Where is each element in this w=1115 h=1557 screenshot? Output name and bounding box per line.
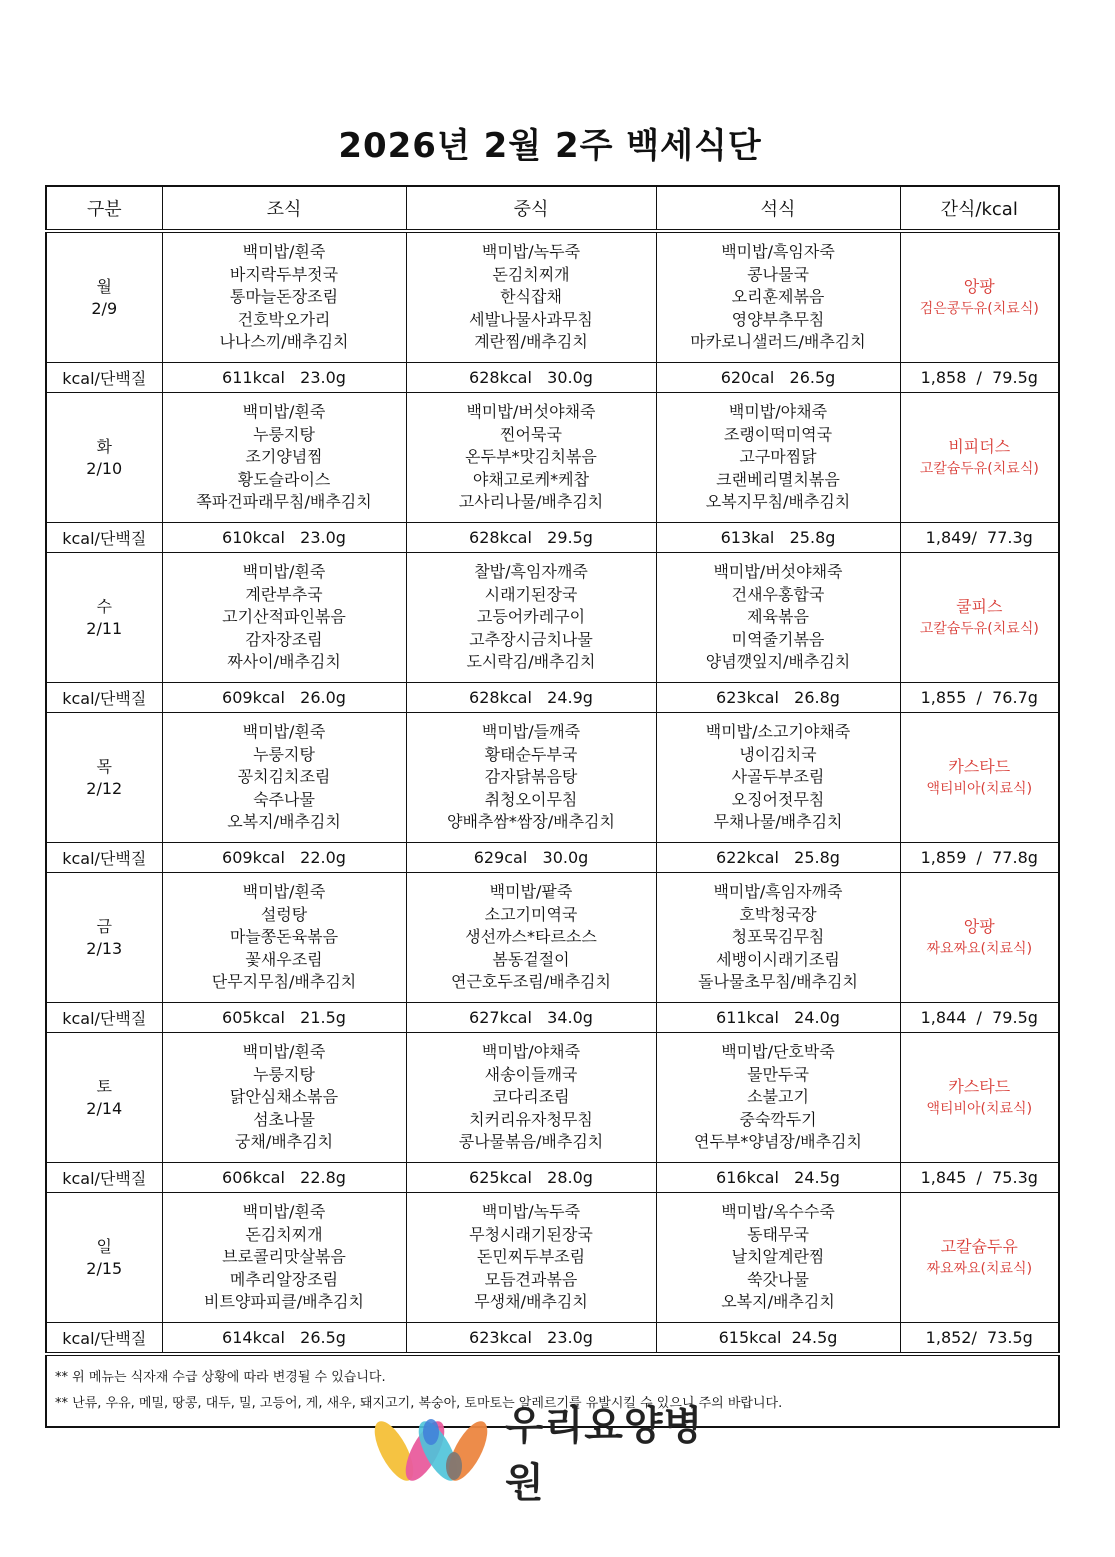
menu-item: 백미밥/야채죽: [481, 1042, 581, 1062]
menu-item: 백미밥/흰죽: [242, 402, 326, 422]
menu-item: 찰밥/흑임자깨죽: [474, 562, 588, 582]
menu-item: 통마늘돈장조림: [229, 287, 339, 307]
dinner-menu-cell: [656, 1193, 900, 1323]
nutrition-label: kcal/단백질: [46, 363, 162, 393]
menu-item: 호박청국장: [739, 904, 817, 924]
menu-item: 연근호두조림/배추김치: [451, 972, 611, 992]
logo-mark-icon: [370, 1418, 495, 1484]
snack-therapeutic: 짜요짜요(치료식): [926, 940, 1033, 957]
menu-item: 돈민찌두부조림: [476, 1247, 586, 1267]
menu-item: 돌나물초무침/배추김치: [698, 972, 858, 992]
menu-item: 브로콜리맛살볶음: [222, 1247, 346, 1267]
menu-item: 생선까스*타르소스: [465, 927, 597, 947]
menu-item: 감자장조림: [245, 629, 323, 649]
menu-item: 영양부추무침: [731, 309, 825, 329]
snack-main: 고칼슘두유: [940, 1236, 1018, 1256]
menu-item: 단무지무침/배추김치: [211, 972, 357, 992]
nutrition-row: [46, 523, 1059, 553]
date-label: 2/12: [86, 778, 123, 798]
nutrition-breakfast: 605kcal 21.5g: [162, 1003, 406, 1033]
breakfast-menu-cell: [162, 1193, 406, 1323]
lunch-menu-cell: [406, 713, 656, 843]
menu-item: 고사리나물/배추김치: [458, 492, 604, 512]
menu-item: 오복지/배추김치: [721, 1292, 835, 1312]
breakfast-menu-cell: [162, 713, 406, 843]
nutrition-dinner: 613kal 25.8g: [656, 523, 900, 553]
date-label: 2/15: [86, 1258, 123, 1278]
menu-item: 쪽파건파래무침/배추김치: [196, 492, 372, 512]
nutrition-lunch: 628kcal 30.0g: [406, 363, 656, 393]
menu-item: 한식잡채: [500, 287, 562, 307]
menu-item: 꽃새우조림: [245, 949, 323, 969]
menu-item: 백미밥/녹두죽: [481, 1202, 581, 1222]
snack-main: 비피더스: [948, 436, 1011, 456]
menu-item: 백미밥/들깨죽: [481, 722, 581, 742]
nutrition-breakfast: 611kcal 23.0g: [162, 363, 406, 393]
lunch-menu-cell: [406, 1033, 656, 1163]
menu-item: 치커리유자청무침: [469, 1109, 593, 1129]
date-label: 2/9: [91, 298, 118, 318]
menu-item: 온두부*맛김치볶음: [465, 447, 597, 467]
menu-item: 동태무국: [747, 1224, 809, 1244]
nutrition-total: 1,858 / 79.5g: [900, 363, 1059, 393]
menu-item: 백미밥/흰죽: [242, 722, 326, 742]
menu-item: 고추장시금치나물: [469, 629, 593, 649]
menu-item: 짜사이/배추김치: [227, 652, 341, 672]
menu-item: 백미밥/흰죽: [242, 882, 326, 902]
menu-item: 누룽지탕: [253, 744, 315, 764]
menu-row: [46, 713, 1059, 843]
menu-item: 백미밥/옥수수죽: [721, 1202, 835, 1222]
header-snack: 간식/kcal: [900, 186, 1059, 231]
header-breakfast: 조식: [162, 186, 406, 231]
note-supply-change: ** 위 메뉴는 식자재 수급 상황에 따라 변경될 수 있습니다.: [55, 1370, 386, 1385]
note-allergy: ** 난류, 우유, 메밀, 땅콩, 대두, 밀, 고등어, 게, 새우, 돼지고기, 복숭아, 토마토는 알레르기를 유발시킬 수 있으니 주의 바랍니다.: [55, 1396, 783, 1411]
day-cell: [46, 553, 162, 683]
nutrition-lunch: 625kcal 28.0g: [406, 1163, 656, 1193]
header-dinner: 석식: [656, 186, 900, 231]
hospital-logo: [370, 1403, 740, 1506]
nutrition-row: [46, 1003, 1059, 1033]
menu-item: 세뱅이시래기조림: [716, 949, 840, 969]
menu-item: 황태순두부국: [484, 744, 578, 764]
nutrition-breakfast: 614kcal 26.5g: [162, 1323, 406, 1355]
dinner-menu-cell: [656, 231, 900, 363]
snack-therapeutic: 고칼슘두유(치료식): [919, 620, 1039, 637]
snack-cell: [900, 553, 1059, 683]
menu-item: 사골두부조림: [731, 767, 825, 787]
menu-item: 비트양파피클/배추김치: [204, 1292, 364, 1312]
menu-item: 양배추쌈*쌈장/배추김치: [447, 812, 615, 832]
weekday-label: 토: [96, 1076, 112, 1096]
breakfast-menu-cell: [162, 393, 406, 523]
menu-item: 섬초나물: [253, 1109, 315, 1129]
menu-row: [46, 553, 1059, 683]
menu-item: 양념깻잎지/배추김치: [705, 652, 851, 672]
nutrition-row: [46, 1163, 1059, 1193]
lunch-menu-cell: [406, 1193, 656, 1323]
nutrition-total: 1,844 / 79.5g: [900, 1003, 1059, 1033]
snack-cell: [900, 713, 1059, 843]
date-label: 2/11: [86, 618, 123, 638]
date-label: 2/13: [86, 938, 123, 958]
menu-item: 시래기된장국: [484, 584, 578, 604]
menu-item: 연두부*양념장/배추김치: [694, 1132, 862, 1152]
menu-item: 무생채/배추김치: [474, 1292, 588, 1312]
table-header-row: [46, 186, 1059, 231]
menu-item: 세발나물사과무침: [469, 309, 593, 329]
menu-item: 소불고기: [747, 1087, 809, 1107]
menu-item: 백미밥/단호박죽: [721, 1042, 835, 1062]
menu-item: 소고기미역국: [484, 904, 578, 924]
nutrition-lunch: 627kcal 34.0g: [406, 1003, 656, 1033]
nutrition-breakfast: 609kcal 22.0g: [162, 843, 406, 873]
weekday-label: 수: [96, 596, 112, 616]
nutrition-breakfast: 610kcal 23.0g: [162, 523, 406, 553]
lunch-menu-cell: [406, 553, 656, 683]
snack-main: 앙팡: [963, 276, 995, 296]
lunch-menu-cell: [406, 873, 656, 1003]
menu-item: 백미밥/야채죽: [728, 402, 828, 422]
menu-item: 백미밥/팥죽: [489, 882, 573, 902]
menu-item: 계란찜/배추김치: [474, 332, 588, 352]
snack-main: 카스타드: [948, 756, 1011, 776]
menu-item: 오징어젓무침: [731, 789, 825, 809]
menu-item: 중숙깍두기: [739, 1109, 817, 1129]
menu-item: 건새우홍합국: [731, 584, 825, 604]
snack-main: 쿨피스: [956, 596, 1003, 616]
dinner-menu-cell: [656, 713, 900, 843]
weekday-label: 월: [96, 276, 112, 296]
nutrition-row: [46, 363, 1059, 393]
day-cell: [46, 873, 162, 1003]
weekday-label: 금: [96, 916, 112, 936]
dinner-menu-cell: [656, 873, 900, 1003]
nutrition-total: 1,855 / 76.7g: [900, 683, 1059, 713]
menu-row: [46, 1193, 1059, 1323]
menu-item: 돈김치찌개: [492, 264, 570, 284]
dinner-menu-cell: [656, 553, 900, 683]
menu-item: 백미밥/소고기야채죽: [705, 722, 851, 742]
nutrition-dinner: 615kcal 24.5g: [656, 1323, 900, 1355]
menu-row: [46, 393, 1059, 523]
menu-item: 백미밥/흑임자깨죽: [713, 882, 843, 902]
breakfast-menu-cell: [162, 231, 406, 363]
menu-item: 돈김치찌개: [245, 1224, 323, 1244]
snack-therapeutic: 고칼슘두유(치료식): [919, 460, 1039, 477]
nutrition-row: [46, 843, 1059, 873]
nutrition-label: kcal/단백질: [46, 523, 162, 553]
date-label: 2/14: [86, 1098, 123, 1118]
menu-table: [45, 185, 1060, 1428]
day-cell: [46, 393, 162, 523]
page-title: 2026년 2월 2주 백세식단: [338, 126, 762, 166]
menu-item: 조랭이떡미역국: [723, 424, 833, 444]
nutrition-dinner: 611kcal 24.0g: [656, 1003, 900, 1033]
nutrition-dinner: 623kcal 26.8g: [656, 683, 900, 713]
menu-item: 모듬견과볶음: [484, 1269, 578, 1289]
menu-body: [46, 231, 1059, 1354]
nutrition-lunch: 628kcal 29.5g: [406, 523, 656, 553]
menu-item: 조기양념찜: [245, 447, 323, 467]
menu-item: 누룽지탕: [253, 424, 315, 444]
menu-item: 냉이김치국: [739, 744, 817, 764]
menu-item: 야채고로케*케찹: [472, 469, 590, 489]
menu-item: 황도슬라이스: [237, 469, 331, 489]
menu-item: 코다리조림: [492, 1087, 570, 1107]
nutrition-lunch: 623kcal 23.0g: [406, 1323, 656, 1355]
menu-item: 무청시래기된장국: [469, 1224, 593, 1244]
dinner-menu-cell: [656, 393, 900, 523]
day-cell: [46, 231, 162, 363]
menu-item: 콩나물볶음/배추김치: [458, 1132, 604, 1152]
header-lunch: 중식: [406, 186, 656, 231]
menu-item: 새송이들깨국: [484, 1064, 578, 1084]
lunch-menu-cell: [406, 231, 656, 363]
menu-item: 도시락김/배추김치: [466, 652, 596, 672]
date-label: 2/10: [86, 458, 123, 478]
nutrition-total: 1,852/ 73.5g: [900, 1323, 1059, 1355]
menu-item: 백미밥/버섯야채죽: [466, 402, 596, 422]
menu-item: 쑥갓나물: [747, 1269, 809, 1289]
menu-item: 감자닭볶음탕: [484, 767, 578, 787]
menu-item: 콩나물국: [747, 264, 809, 284]
menu-row: [46, 1033, 1059, 1163]
weekday-label: 화: [96, 436, 112, 456]
breakfast-menu-cell: [162, 1033, 406, 1163]
menu-item: 찐어묵국: [500, 424, 562, 444]
breakfast-menu-cell: [162, 553, 406, 683]
menu-item: 백미밥/흰죽: [242, 562, 326, 582]
snack-therapeutic: 액티비아(치료식): [926, 780, 1033, 797]
menu-item: 마카로니샐러드/배추김치: [690, 332, 866, 352]
menu-item: 숙주나물: [253, 789, 315, 809]
nutrition-lunch: 629cal 30.0g: [406, 843, 656, 873]
snack-cell: [900, 1033, 1059, 1163]
nutrition-total: 1,845 / 75.3g: [900, 1163, 1059, 1193]
menu-item: 봄동겉절이: [492, 949, 570, 969]
menu-item: 고기산적파인볶음: [222, 607, 346, 627]
menu-item: 고구마찜닭: [739, 447, 817, 467]
menu-item: 꽁치김치조림: [237, 767, 331, 787]
nutrition-label: kcal/단백질: [46, 843, 162, 873]
nutrition-total: 1,859 / 77.8g: [900, 843, 1059, 873]
menu-item: 무채나물/배추김치: [713, 812, 843, 832]
nutrition-dinner: 616kcal 24.5g: [656, 1163, 900, 1193]
nutrition-breakfast: 606kcal 22.8g: [162, 1163, 406, 1193]
menu-item: 오복지무침/배추김치: [705, 492, 851, 512]
snack-therapeutic: 액티비아(치료식): [926, 1100, 1033, 1117]
snack-therapeutic: 짜요짜요(치료식): [926, 1260, 1033, 1277]
menu-item: 나나스끼/배추김치: [219, 332, 349, 352]
weekday-label: 목: [96, 756, 112, 776]
menu-item: 메추리알장조림: [229, 1269, 339, 1289]
menu-item: 백미밥/흑임자죽: [721, 242, 835, 262]
menu-item: 바지락두부젓국: [229, 264, 339, 284]
menu-item: 누룽지탕: [253, 1064, 315, 1084]
nutrition-label: kcal/단백질: [46, 683, 162, 713]
menu-item: 마늘쫑돈육볶음: [229, 927, 339, 947]
menu-item: 계란부추국: [245, 584, 323, 604]
menu-item: 미역줄기볶음: [731, 629, 825, 649]
menu-item: 오리훈제볶음: [731, 287, 825, 307]
menu-item: 제육볶음: [747, 607, 809, 627]
header-category: 구분: [46, 186, 162, 231]
nutrition-label: kcal/단백질: [46, 1323, 162, 1355]
weekday-label: 일: [96, 1236, 112, 1256]
snack-cell: [900, 1193, 1059, 1323]
menu-item: 백미밥/흰죽: [242, 1042, 326, 1062]
nutrition-row: [46, 683, 1059, 713]
nutrition-breakfast: 609kcal 26.0g: [162, 683, 406, 713]
nutrition-total: 1,849/ 77.3g: [900, 523, 1059, 553]
snack-therapeutic: 검은콩두유(치료식): [919, 300, 1039, 317]
dinner-menu-cell: [656, 1033, 900, 1163]
breakfast-menu-cell: [162, 873, 406, 1003]
menu-item: 취청오이무침: [484, 789, 578, 809]
nutrition-label: kcal/단백질: [46, 1003, 162, 1033]
day-cell: [46, 1033, 162, 1163]
menu-item: 백미밥/녹두죽: [481, 242, 581, 262]
lunch-menu-cell: [406, 393, 656, 523]
nutrition-lunch: 628kcal 24.9g: [406, 683, 656, 713]
menu-item: 백미밥/흰죽: [242, 1202, 326, 1222]
menu-item: 물만두국: [747, 1064, 809, 1084]
nutrition-dinner: 620cal 26.5g: [656, 363, 900, 393]
menu-item: 오복지/배추김치: [227, 812, 341, 832]
day-cell: [46, 1193, 162, 1323]
nutrition-label: kcal/단백질: [46, 1163, 162, 1193]
menu-item: 크랜베리멸치볶음: [716, 469, 840, 489]
menu-item: 설렁탕: [260, 904, 308, 924]
snack-main: 앙팡: [963, 916, 995, 936]
menu-item: 백미밥/버섯야채죽: [713, 562, 843, 582]
menu-item: 고등어카레구이: [476, 607, 586, 627]
logo-text: 우리요양병원: [505, 1403, 704, 1506]
menu-row: [46, 231, 1059, 363]
menu-item: 닭안심채소볶음: [229, 1087, 339, 1107]
menu-item: 날치알계란찜: [731, 1247, 825, 1267]
menu-item: 백미밥/흰죽: [242, 242, 326, 262]
menu-item: 궁채/배추김치: [234, 1132, 334, 1152]
nutrition-dinner: 622kcal 25.8g: [656, 843, 900, 873]
snack-cell: [900, 873, 1059, 1003]
snack-cell: [900, 231, 1059, 363]
snack-cell: [900, 393, 1059, 523]
nutrition-row: [46, 1323, 1059, 1355]
menu-item: 건호박오가리: [237, 309, 331, 329]
snack-main: 카스타드: [948, 1076, 1011, 1096]
menu-item: 청포묵김무침: [731, 927, 825, 947]
day-cell: [46, 713, 162, 843]
menu-row: [46, 873, 1059, 1003]
